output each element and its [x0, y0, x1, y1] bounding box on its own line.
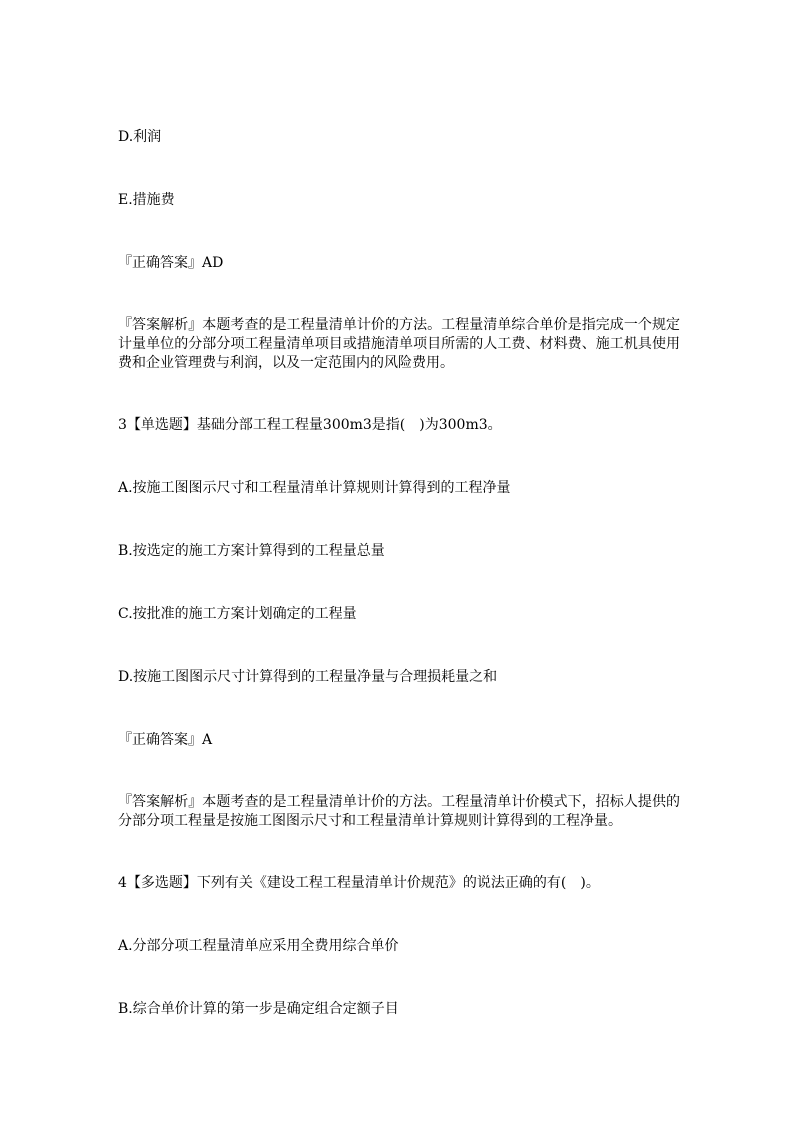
q4-question: 4【多选题】下列有关《建设工程工程量清单计价规范》的说法正确的有( )。 — [118, 875, 600, 891]
q4-option-a: A.分部分项工程量清单应采用全费用综合单价 — [118, 938, 399, 954]
q2-option-d: D.利润 — [118, 129, 162, 145]
q3-option-c: C.按批准的施工方案计划确定的工程量 — [118, 606, 357, 622]
q2-option-e: E.措施费 — [118, 192, 175, 208]
q3-correct-answer: 『正确答案』A — [118, 732, 213, 748]
q3-question: 3【单选题】基础分部工程工程量300m3是指( )为300m3。 — [118, 417, 502, 433]
q3-option-d: D.按施工图图示尺寸计算得到的工程量净量与合理损耗量之和 — [118, 669, 498, 685]
q3-answer-analysis: 『答案解析』本题考查的是工程量清单计价的方法。工程量清单计价模式下，招标人提供的分部分项工程量是按施工图图示尺寸和工程量清单计算规则计算得到的工程净量。 — [118, 794, 680, 829]
q3-option-b: B.按选定的施工方案计算得到的工程量总量 — [118, 543, 385, 559]
q3-option-a: A.按施工图图示尺寸和工程量清单计算规则计算得到的工程净量 — [118, 480, 511, 496]
q2-correct-answer: 『正确答案』AD — [118, 255, 224, 271]
q2-answer-analysis: 『答案解析』本题考查的是工程量清单计价的方法。工程量清单综合单价是指完成一个规定计量单位的分部分项工程量清单项目或措施清单项目所需的人工费、材料费、施工机具使用费和企业管理费与利润，以及一定范围内的风险费用。 — [118, 317, 680, 371]
q4-option-b: B.综合单价计算的第一步是确定组合定额子目 — [118, 1001, 399, 1017]
